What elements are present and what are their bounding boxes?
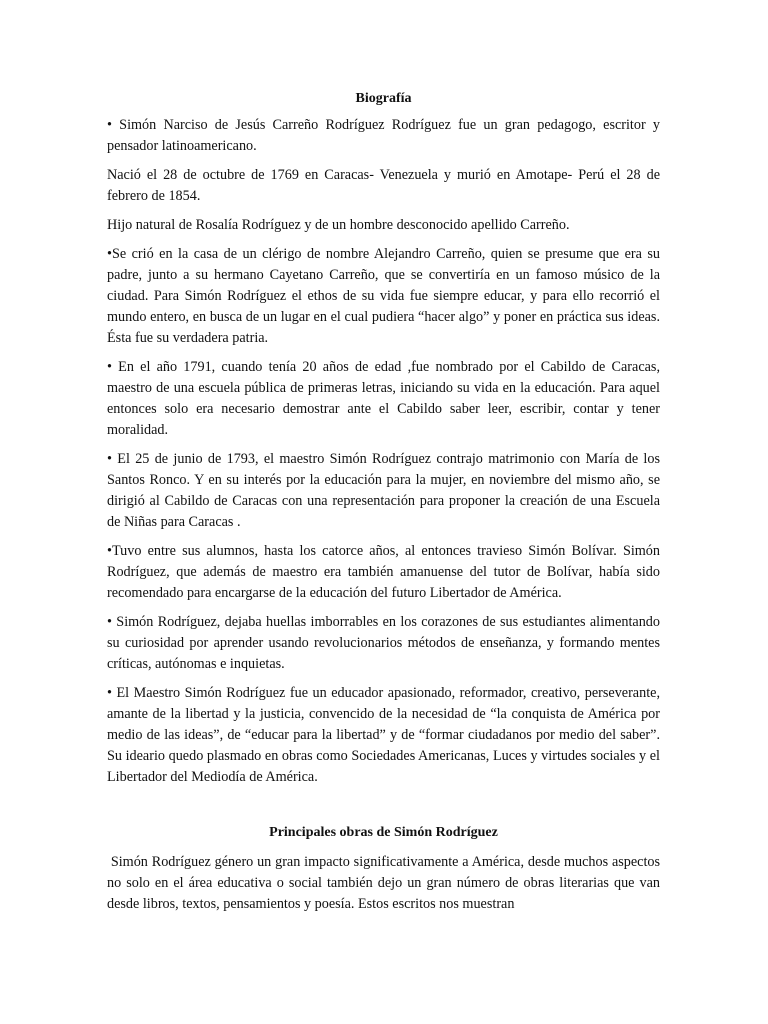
section-title-works: Principales obras de Simón Rodríguez xyxy=(269,825,498,840)
paragraph-legacy: • Simón Rodríguez, dejaba huellas imborrables en los corazones de sus estudiantes alimentando su curiosidad por aprender usando revolucionarios métodos de enseñanza, y formando mentes críticas, autónomas e inquietas. xyxy=(107,614,660,672)
paragraph-upbringing: •Se crió en la casa de un clérigo de nombre Alejandro Carreño, quien se presume que era su padre, junto a su hermano Cayetano Carreño, que se convertiría en un famoso músico de la ciudad. Para Simón Rodríguez el ethos de su vida fue siempre educar, y para ello recorrió el mundo entero, en busca de un lugar en el cual pudiera “hacer algo” y poner en práctica sus ideas. Ésta fue su verdadera patria. xyxy=(107,246,660,346)
paragraph-bolivar: •Tuvo entre sus alumnos, hasta los catorce años, al entonces travieso Simón Bolívar. Simón Rodríguez, que además de maestro era también amanuense del tutor de Bolívar, había sido recomendado para encargarse de la educación del futuro Libertador de América. xyxy=(107,543,660,601)
document-title: Biografía xyxy=(355,91,412,106)
document-page xyxy=(107,88,664,923)
paragraph-works-intro: Simón Rodríguez género un gran impacto significativamente a América, desde muchos aspectos no solo en el área educativa o social también dejo un gran número de obras literarias que van desde libros, textos, pensamientos y poesía. Estos escritos nos muestran xyxy=(107,854,664,912)
paragraph-parents: Hijo natural de Rosalía Rodríguez y de un hombre desconocido apellido Carreño. xyxy=(107,217,570,233)
paragraph-intro: • Simón Narciso de Jesús Carreño Rodríguez Rodríguez fue un gran pedagogo, escritor y pensador latinoamericano. xyxy=(107,117,660,154)
paragraph-birth-death: Nació el 28 de octubre de 1769 en Caracas- Venezuela y murió en Amotape- Perú el 28 de febrero de 1854. xyxy=(107,167,660,204)
paragraph-teacher-1791: • En el año 1791, cuando tenía 20 años de edad ,fue nombrado por el Cabildo de Caracas, maestro de una escuela pública de primeras letras, iniciando su vida en la educación. Para aquel entonces solo era necesario demostrar ante el Cabildo saber leer, escribir, contar y tener moralidad. xyxy=(107,359,660,438)
paragraph-educator: • El Maestro Simón Rodríguez fue un educador apasionado, reformador, creativo, perseverante, amante de la libertad y la justicia, convencido de la necesidad de “la conquista de América por medio de las ideas”, de “educar para la libertad” y de “formar ciudadanos por medio del saber”. Su ideario quedo plasmado en obras como Sociedades Americanas, Luces y virtudes sociales y el Libertador del Mediodía de América. xyxy=(107,685,660,785)
paragraph-marriage-1793: • El 25 de junio de 1793, el maestro Simón Rodríguez contrajo matrimonio con María de los Santos Ronco. Y en su interés por la educación para la mujer, en noviembre del mismo año, se dirigió al Cabildo de Caracas con una representación para proponer la creación de una Escuela de Niñas para Caracas . xyxy=(107,451,660,530)
